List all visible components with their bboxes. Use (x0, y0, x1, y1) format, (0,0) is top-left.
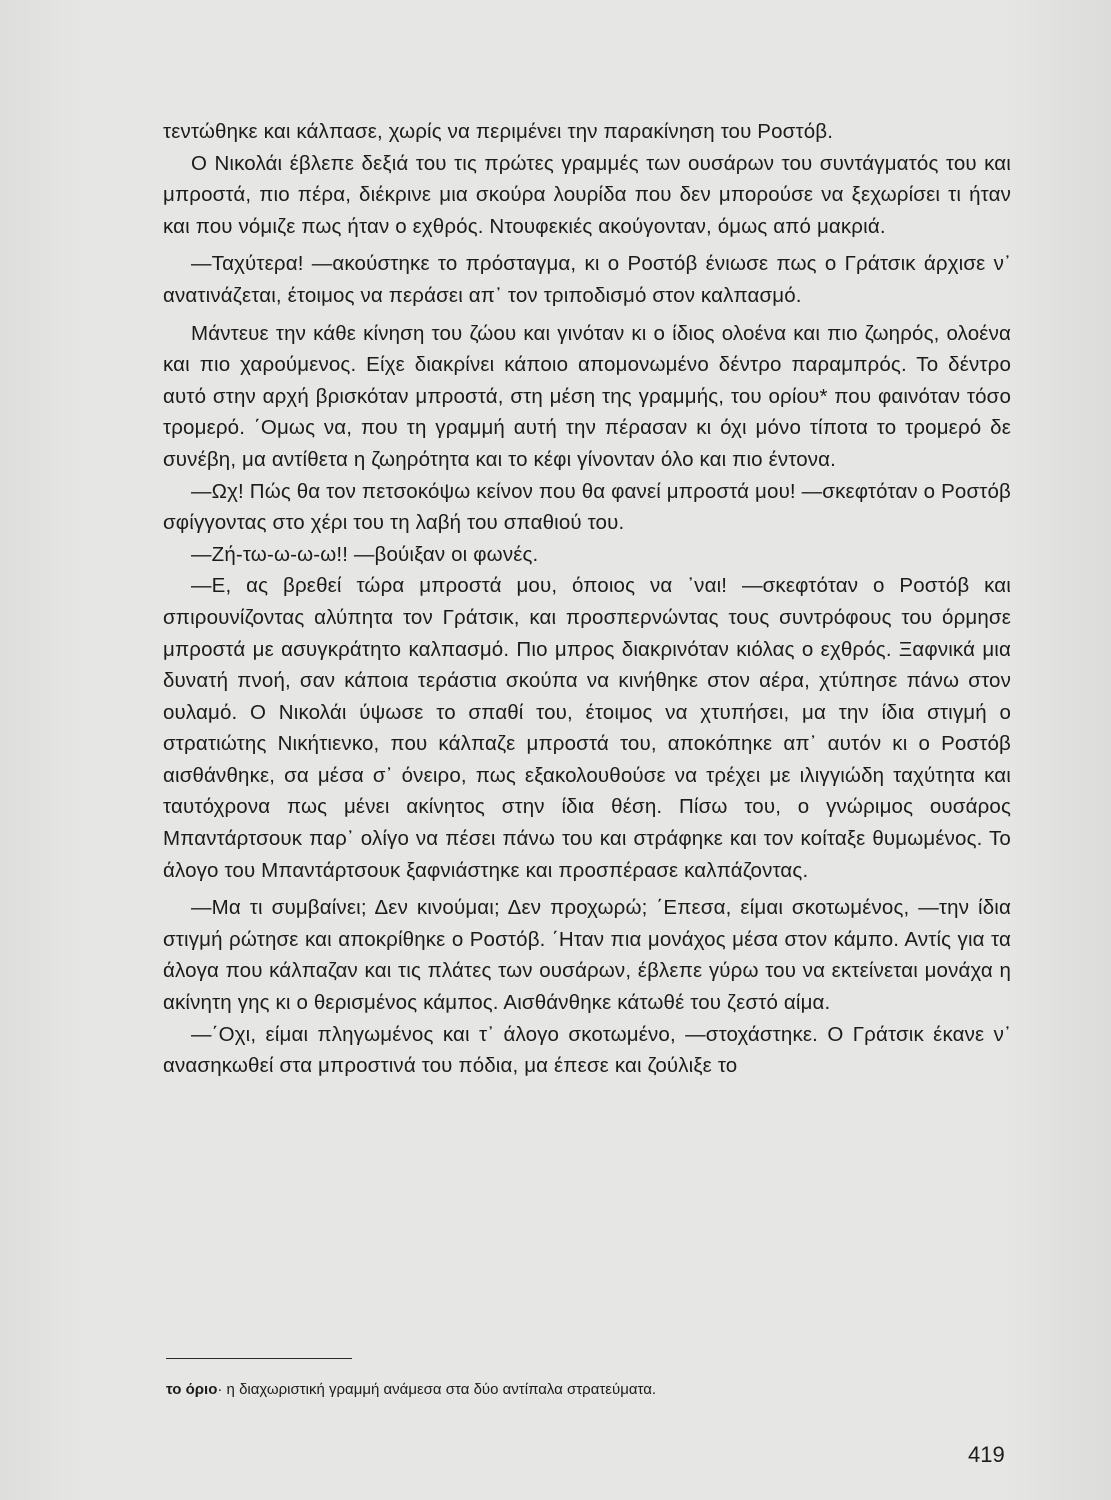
paragraph: —Ωχ! Πώς θα τον πετσοκόψω κείνον που θα φανεί μπροστά μου! —σκεφτόταν ο Ροστόβ σφίγγοντας στο χέρι του τη λαβή του σπαθιού του. (163, 479, 1011, 535)
page-number: 419 (968, 1442, 1005, 1467)
footnote-divider (166, 1358, 352, 1359)
paragraph: —Ε, ας βρεθεί τώρα μπροστά μου, όποιος να ᾽ναι! —σκεφτόταν ο Ροστόβ και σπιρουνίζοντας αλύπητα τον Γράτσικ, και προσπερνώντας τους συντρόφους του όρμησε μπροστά με ασυγκράτητο καλπασμό. Πιο μπρος διακρινόταν κιόλας ο εχθρός. Ξαφνικά μια δυνατή πνοή, σαν κάποια τεράστια σκούπα να κινήθηκε στον αέρα, χτύπησε πάνω στον ουλαμό. Ο Νικολάι ύψωσε το σπαθί του, έτοιμος να χτυπήσει, μα την ίδια στιγμή ο στρατιώτης Νικήτιενκο, που κάλπαζε μπροστά του, αποκόπηκε απ᾽ αυτόν κι ο Ροστόβ αισθάνθηκε, σα μέσα σ᾽ όνειρο, πως εξακολουθούσε να τρέχει με ιλιγγιώδη ταχύτητα και ταυτόχρονα πως μένει ακίνητος στην ίδια θέση. Πίσω του, ο γνώριμος ουσάρος Μπαντάρτσουκ παρ᾽ ολίγο να πέσει πάνω του και στράφηκε και τον κοίταξε θυμωμένος. Το άλογο του Μπαντάρτσουκ ξαφνιάστηκε και προσπέρασε καλπάζοντας. (163, 574, 1011, 882)
body-text (163, 116, 1011, 1082)
footnote-term: το όριο (166, 1381, 218, 1398)
paragraph: —Ταχύτερα! —ακούστηκε το πρόσταγμα, κι ο Ροστόβ ένιωσε πως ο Γράτσικ άρχισε ν᾽ ανατινάζεται, έτοιμος να περάσει απ᾽ τον τριποδισμό στον καλπασμό. (163, 252, 1011, 307)
paragraph: —Μα τι συμβαίνει; Δεν κινούμαι; Δεν προχωρώ; ΄Επεσα, είμαι σκοτωμένος, —την ίδια στιγμή ρώτησε και αποκρίθηκε ο Ροστόβ. ΄Ηταν πια μονάχος μέσα στον κάμπο. Αντίς για τα άλογα που κάλπαζαν και τις πλάτες των ουσάρων, έβλεπε γύρω του να εκτείνεται μονάχα η ακίνητη γης κι ο θερισμένος κάμπος. Αισθάνθηκε κάτωθέ του ζεστό αίμα. (163, 896, 1011, 1015)
paragraph: Μάντευε την κάθε κίνηση του ζώου και γινόταν κι ο ίδιος ολοένα και πιο ζωηρός, ολοένα και πιο χαρούμενος. Είχε διακρίνει κάποιο απομονωμένο δέντρο παραμπρός. Το δέντρο αυτό στην αρχή βρισκόταν μπροστά, στη μέση της γραμμής, του ορίου* που φαινόταν τόσο τρομερό. ΄Ομως να, που τη γραμμή αυτή την πέρασαν κι όχι μόνο τίποτα το τρομερό δε συνέβη, μα αντίθετα η ζωηρότητα και το κέφι γίνονταν όλο και πιο έντονα. (163, 321, 1011, 471)
footnote-mark: · (217, 1381, 223, 1398)
paragraph: Ο Νικολάι έβλεπε δεξιά του τις πρώτες γραμμές των ουσάρων του συντάγματός του και μπροστά, πιο πέρα, διέκρινε μια σκούρα λουρίδα που δεν μπορούσε να ξεχωρίσει τι ήταν και που νόμιζε πως ήταν ο εχθρός. Ντουφεκιές ακούγονταν, όμως από μακριά. (163, 151, 1011, 238)
paragraph: —΄Οχι, είμαι πληγωμένος και τ᾽ άλογο σκοτωμένο, —στοχάστηκε. Ο Γράτσικ έκανε ν᾽ ανασηκωθεί στα μπροστινά του πόδια, μα έπεσε και ζούλιξε το (163, 1022, 1011, 1078)
paragraph: —Ζή-τω-ω-ω-ω!! —βούιξαν οι φωνές. (191, 542, 539, 566)
footnote-text: η διαχωριστική γραμμή ανάμεσα στα δύο αντίπαλα στρατεύματα. (222, 1381, 657, 1398)
footnote (166, 1380, 926, 1400)
paragraph: τεντώθηκε και κάλπασε, χωρίς να περιμένει την παρακίνηση του Ροστόβ. (163, 120, 834, 143)
